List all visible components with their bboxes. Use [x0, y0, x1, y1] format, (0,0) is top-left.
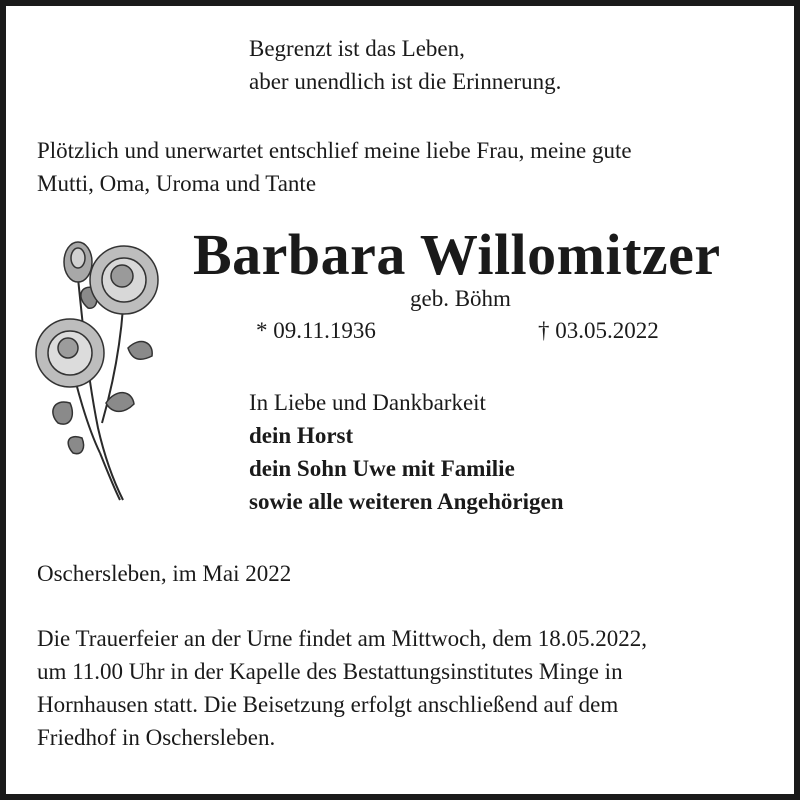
service-line-1: Die Trauerfeier an der Urne findet am Mittwoch, dem 18.05.2022,	[37, 626, 647, 651]
intro-line-2: Mutti, Oma, Uroma und Tante	[37, 171, 317, 196]
service-line-4: Friedhof in Oschersleben.	[37, 725, 276, 750]
birth-date: * 09.11.1936	[256, 318, 376, 343]
death-date: † 03.05.2022	[538, 318, 659, 343]
signoff-line-1: In Liebe und Dankbarkeit	[249, 390, 486, 415]
quote-line-1: Begrenzt ist das Leben,	[249, 36, 465, 61]
deceased-name: Barbara Willomitzer	[193, 222, 721, 287]
service-info	[37, 622, 765, 754]
intro-line-1: Plötzlich und unerwartet entschlief meine liebe Frau, meine gute	[37, 138, 632, 163]
service-line-2: um 11.00 Uhr in der Kapelle des Bestattungsinstitutes Minge in	[37, 659, 623, 684]
service-line-3: Hornhausen statt. Die Beisetzung erfolgt anschließend auf dem	[37, 692, 619, 717]
signoff-line-3: dein Sohn Uwe mit Familie	[249, 456, 515, 481]
roses-illustration	[28, 238, 168, 503]
place-date: Oschersleben, im Mai 2022	[37, 561, 292, 586]
maiden-name: geb. Böhm	[410, 286, 511, 311]
signoff-line-2: dein Horst	[249, 423, 354, 448]
signoff-block	[249, 386, 564, 518]
quote-line-2: aber unendlich ist die Erinnerung.	[249, 69, 562, 94]
intro-text	[37, 134, 632, 200]
signoff-line-4: sowie alle weiteren Angehörigen	[249, 489, 564, 514]
memorial-quote	[249, 32, 561, 98]
